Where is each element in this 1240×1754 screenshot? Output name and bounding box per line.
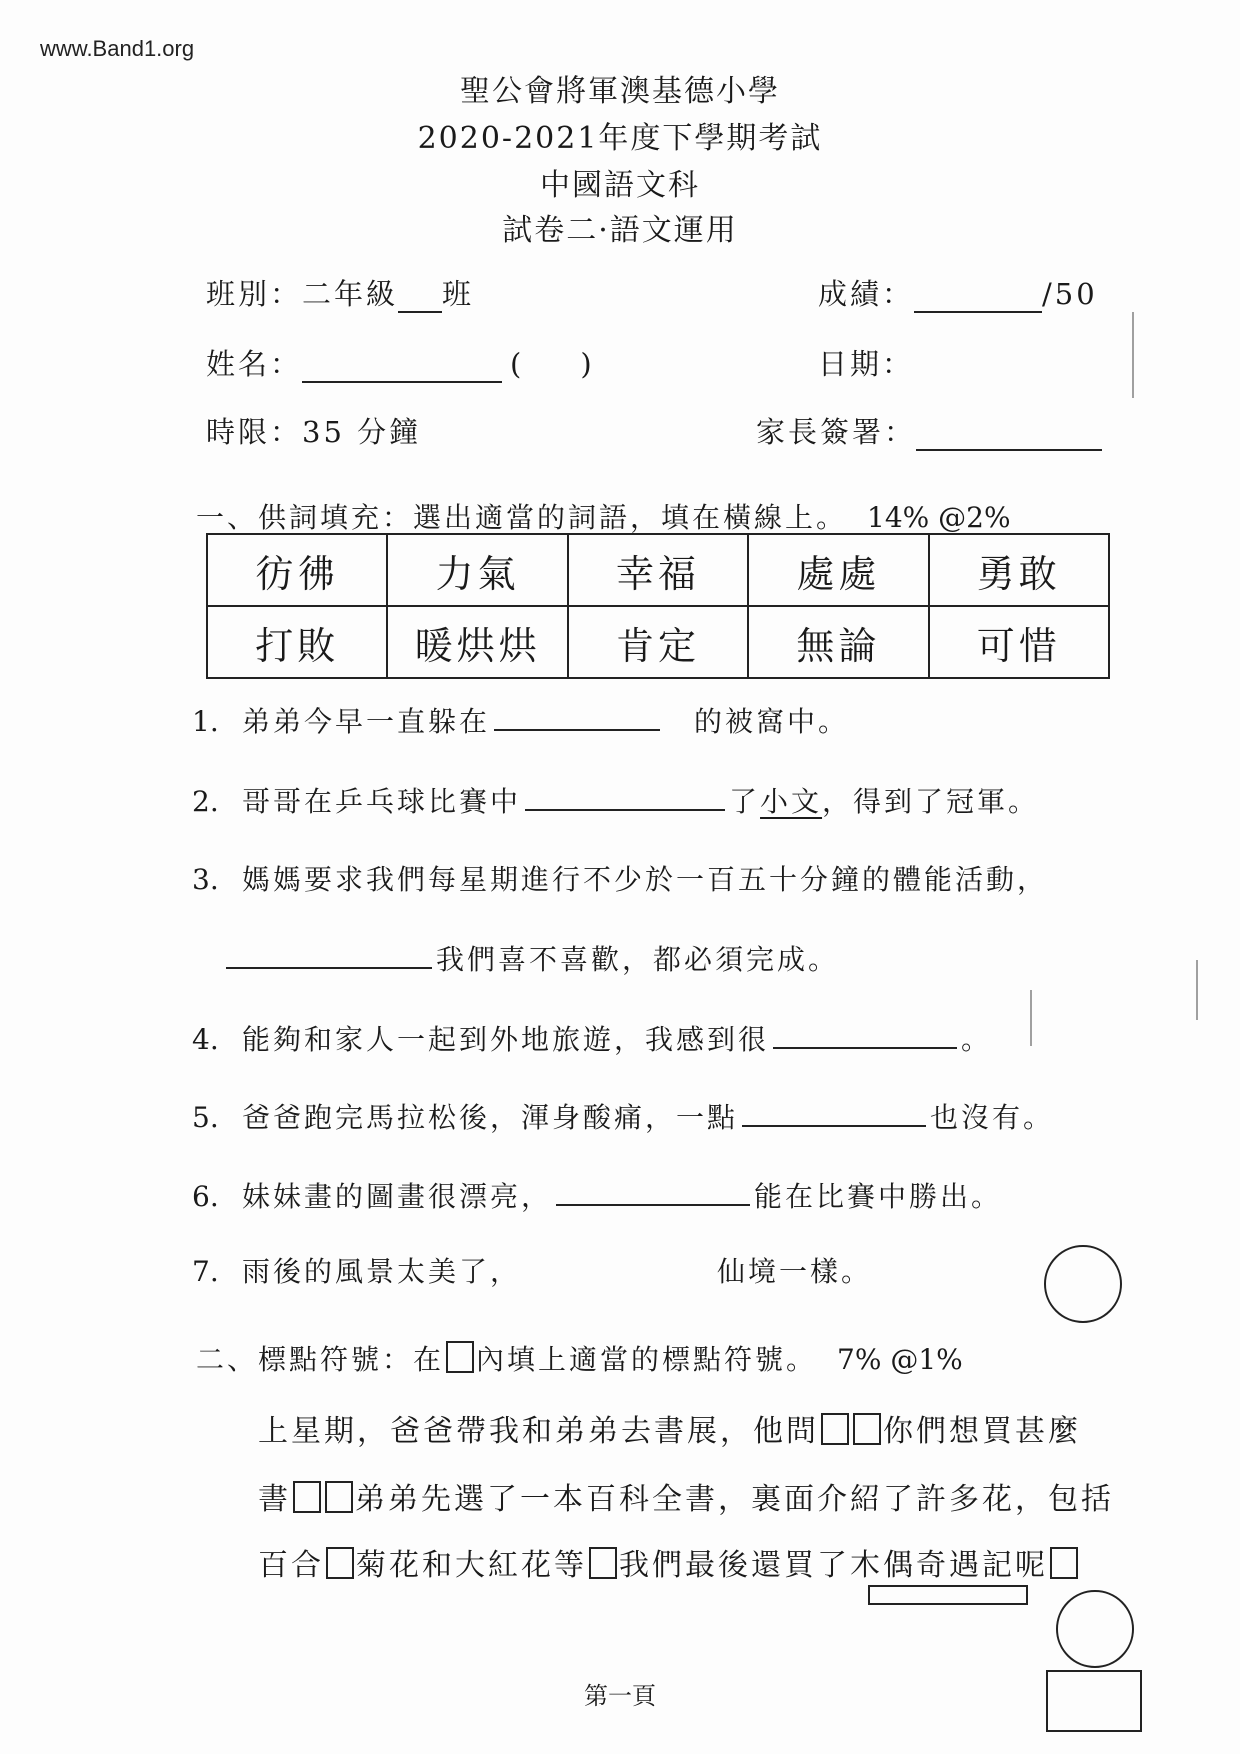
parent-signature-field: [756, 410, 1102, 451]
passage-text: 呢: [1015, 1548, 1048, 1583]
score-total: /50: [1042, 277, 1098, 311]
section2-score-circle: [1056, 1590, 1134, 1668]
answer-blank[interactable]: [525, 783, 725, 811]
question-text: 能在比賽中勝出。: [754, 1180, 1003, 1213]
question-number: 3.: [192, 863, 219, 896]
question-4: [192, 1018, 992, 1058]
word-cell: 打敗: [207, 606, 387, 678]
question-text: 能夠和家人一起到外地旅遊，我感到很: [242, 1023, 770, 1056]
scan-mark: [1132, 312, 1134, 398]
answer-blank[interactable]: [742, 1099, 926, 1127]
word-cell: 勇敢: [929, 534, 1109, 606]
question-1: [192, 700, 849, 740]
word-cell: 無論: [748, 606, 928, 678]
punctuation-box[interactable]: [589, 1547, 617, 1579]
question-text: 也沒有。: [930, 1101, 1055, 1134]
name-label: 姓名：: [206, 347, 303, 381]
passage-text: 百合: [258, 1548, 324, 1583]
paper-title: 試卷二·語文運用: [502, 213, 738, 248]
parent-signature-blank[interactable]: [916, 421, 1102, 451]
score-field: [818, 272, 1098, 313]
passage-text: 弟弟先選了一本百科全書，裏面介紹了許多花，包括: [355, 1482, 1114, 1517]
question-number: 6.: [192, 1180, 219, 1213]
exam-title: 2020-2021年度下學期考試: [417, 121, 823, 156]
punctuation-box[interactable]: [1050, 1547, 1078, 1579]
passage-text: 書: [258, 1482, 291, 1517]
passage-text: 我們最後還買了: [619, 1548, 850, 1583]
book-title: 木偶奇遇記: [850, 1548, 1015, 1583]
word-cell: 彷彿: [207, 534, 387, 606]
punctuation-box[interactable]: [821, 1413, 849, 1445]
section2-instruction: 內填上適當的標點符號。: [476, 1343, 818, 1376]
parent-label: 家長簽署：: [756, 415, 917, 449]
answer-blank[interactable]: [494, 703, 660, 731]
passage-text: 上星期，爸爸帶我和弟弟去書展，他問: [258, 1414, 819, 1449]
question-text: ，得到了冠軍。: [822, 785, 1040, 818]
question-text: 了: [729, 785, 761, 818]
word-cell: 處處: [748, 534, 928, 606]
word-cell: 力氣: [387, 534, 567, 606]
punctuation-box[interactable]: [326, 1547, 354, 1579]
answer-blank[interactable]: [556, 1178, 750, 1206]
question-number: 1.: [192, 705, 219, 738]
question-3: [192, 858, 1048, 898]
word-cell: 暖烘烘: [387, 606, 567, 678]
section2-instruction: 二、標點符號：在: [196, 1343, 445, 1376]
answer-blank[interactable]: [773, 1021, 957, 1049]
punctuation-box[interactable]: [325, 1481, 353, 1513]
passage-line-3: [258, 1540, 1080, 1584]
page-number: 第一頁: [584, 1682, 656, 1710]
section1-title: [196, 496, 1011, 536]
question-text: 妹妹畫的圖畫很漂亮，: [242, 1180, 553, 1213]
class-label: 班別：二年級: [206, 277, 399, 311]
word-cell: 可惜: [929, 606, 1109, 678]
time-limit: 時限：35 分鐘: [206, 415, 422, 449]
section2-title: [196, 1338, 963, 1378]
question-text: 弟弟今早一直躲在: [242, 705, 491, 738]
question-text: 爸爸跑完馬拉松後，渾身酸痛，一點: [242, 1101, 739, 1134]
score-label: 成績：: [818, 277, 915, 311]
question-number: 2.: [192, 785, 219, 818]
question-7: [192, 1250, 872, 1290]
score-blank[interactable]: [914, 283, 1042, 313]
punctuation-box[interactable]: [853, 1413, 881, 1445]
question-text: 。: [961, 1023, 993, 1056]
class-blank[interactable]: [398, 283, 442, 313]
date-label: 日期：: [818, 347, 915, 381]
question-text: 仙境一樣。: [717, 1255, 873, 1288]
passage-line-2: [258, 1474, 1114, 1518]
date-field: [818, 342, 914, 383]
subject-title: 中國語文科: [540, 168, 700, 203]
school-name: 聖公會將軍澳基德小學: [460, 74, 780, 109]
name-blank[interactable]: [302, 353, 502, 383]
word-bank-table: [206, 533, 1110, 679]
question-number: 4.: [192, 1023, 219, 1056]
punctuation-box-sample: [446, 1341, 474, 1373]
book-title-mark: [868, 1585, 1028, 1605]
watermark: www.Band1.org: [40, 36, 195, 61]
word-cell: 幸福: [568, 534, 748, 606]
section1-instruction: 一、供詞填充：選出適當的詞語，填在橫線上。: [196, 501, 848, 534]
proper-name: 小文: [760, 785, 823, 818]
question-number: 7.: [192, 1255, 219, 1288]
question-6: [192, 1175, 1002, 1215]
class-number-open: (: [510, 347, 525, 381]
question-text: 的被窩中。: [694, 705, 850, 738]
section1-marks: 14% @2%: [867, 501, 1011, 534]
question-text: 媽媽要求我們每星期進行不少於一百五十分鐘的體能活動，: [242, 863, 1049, 896]
class-suffix: 班: [442, 277, 475, 311]
passage-line-1: [258, 1406, 1081, 1450]
question-text: 我們喜不喜歡，都必須完成。: [436, 943, 840, 976]
question-2: [192, 780, 1039, 820]
word-cell: 肯定: [568, 606, 748, 678]
question-number: 5.: [192, 1101, 219, 1134]
question-text: 哥哥在乒乓球比賽中: [242, 785, 522, 818]
scan-mark: [1030, 990, 1032, 1046]
question-3-line2: [222, 938, 839, 978]
punctuation-box[interactable]: [293, 1481, 321, 1513]
answer-blank[interactable]: [226, 941, 432, 969]
passage-text: 菊花和大紅花等: [356, 1548, 587, 1583]
question-text: 雨後的風景太美了，: [242, 1255, 522, 1288]
section1-score-circle: [1044, 1245, 1122, 1323]
scan-mark: [1196, 960, 1198, 1020]
section2-marks: 7% @1%: [837, 1343, 963, 1376]
question-5: [192, 1096, 1054, 1136]
passage-text: 你們想買甚麼: [883, 1414, 1081, 1449]
class-field: [206, 272, 474, 313]
class-number-close: ): [580, 347, 595, 381]
name-field: [206, 342, 595, 383]
